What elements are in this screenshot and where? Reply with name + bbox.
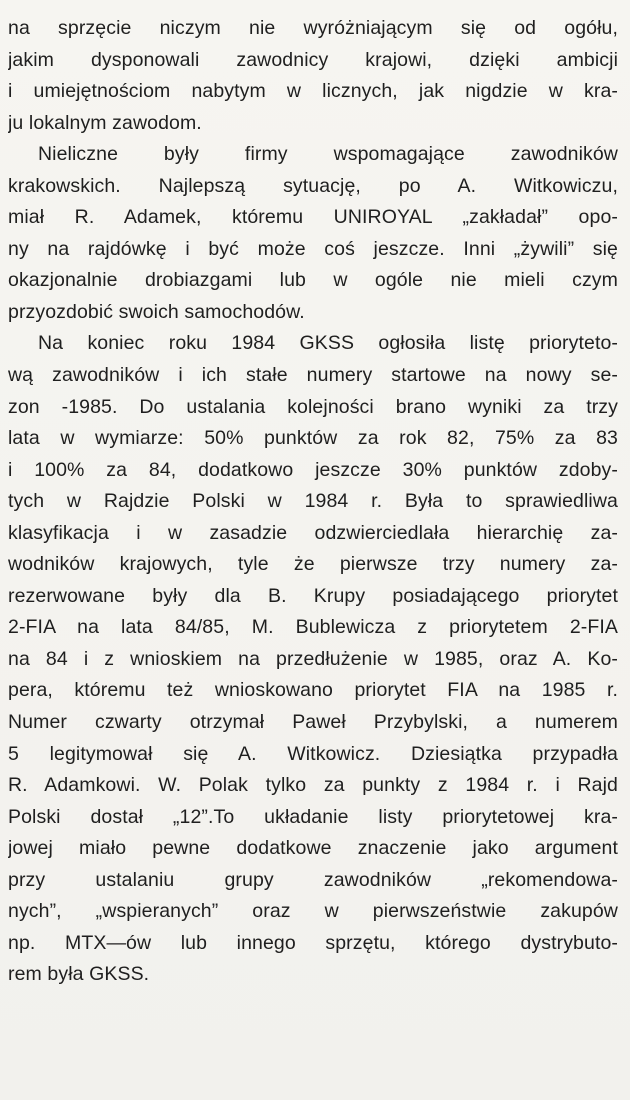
paragraph	[8, 13, 618, 139]
paragraph	[8, 139, 618, 328]
text-line: Na koniec roku 1984 GKSS ogłosiła listę prioryteto-	[38, 332, 618, 355]
text-line: wodników krajowych, tyle że pierwsze trzy numery za-	[8, 553, 618, 576]
text-line: klasyfikacja i w zasadzie odzwierciedlała hierarchię za-	[8, 521, 618, 544]
text-line: pera, któremu też wnioskowano priorytet FIA na 1985 r.	[8, 679, 618, 702]
text-line: nych”, „wspieranych” oraz w pierwszeństwie zakupów	[8, 900, 618, 923]
text-line: lata w wymiarze: 50% punktów za rok 82, 75% za 83	[8, 427, 618, 450]
text-line: i 100% za 84, dodatkowo jeszcze 30% punktów zdoby-	[8, 458, 618, 481]
text-line: jowej miało pewne dodatkowe znaczenie jako argument	[8, 837, 618, 860]
text-line: jakim dysponowali zawodnicy krajowi, dzięki ambicji	[8, 48, 618, 71]
paragraph	[8, 328, 618, 990]
text-line: R. Adamkowi. W. Polak tylko za punkty z 1984 r. i Rajd	[8, 774, 618, 797]
text-line: na sprzęcie niczym nie wyróżniającym się od ogółu,	[8, 17, 618, 39]
text-line: ny na rajdówkę i być może coś jeszcze. Inni „żywili” się	[8, 237, 618, 260]
text-line: Polski dostał „12”.To układanie listy priorytetowej kra-	[8, 805, 618, 828]
text-line: rem była GKSS.	[8, 963, 150, 986]
text-line: tych w Rajdzie Polski w 1984 r. Była to sprawiedliwa	[8, 490, 618, 513]
body-text	[8, 13, 618, 991]
text-line: ju lokalnym zawodom.	[8, 111, 202, 134]
text-line: np. MTX—ów lub innego sprzętu, którego dystrybuto-	[8, 931, 618, 954]
text-line: Nieliczne były firmy wspomagające zawodników	[38, 143, 618, 166]
text-line: 5 legitymował się A. Witkowicz. Dziesiątka przypadła	[8, 742, 618, 765]
text-line: przy ustalaniu grupy zawodników „rekomendowa-	[8, 868, 618, 891]
text-line: krakowskich. Najlepszą sytuację, po A. Witkowiczu,	[8, 174, 618, 197]
text-line: miał R. Adamek, któremu UNIROYAL „zakładał” opo-	[8, 206, 618, 229]
text-line: wą zawodników i ich stałe numery startowe na nowy se-	[8, 364, 618, 387]
text-line: okazjonalnie drobiazgami lub w ogóle nie mieli czym	[8, 269, 618, 292]
text-line: zon -1985. Do ustalania kolejności brano wyniki za trzy	[8, 395, 618, 418]
text-line: Numer czwarty otrzymał Paweł Przybylski, a numerem	[8, 711, 618, 734]
text-line: i umiejętnościom nabytym w licznych, jak nigdzie w kra-	[8, 80, 618, 103]
text-line: na 84 i z wnioskiem na przedłużenie w 1985, oraz A. Ko-	[8, 647, 618, 670]
text-line: 2-FIA na lata 84/85, M. Bublewicza z priorytetem 2-FIA	[8, 616, 618, 639]
text-line: przyozdobić swoich samochodów.	[8, 300, 305, 323]
text-line: rezerwowane były dla B. Krupy posiadającego priorytet	[8, 584, 618, 607]
